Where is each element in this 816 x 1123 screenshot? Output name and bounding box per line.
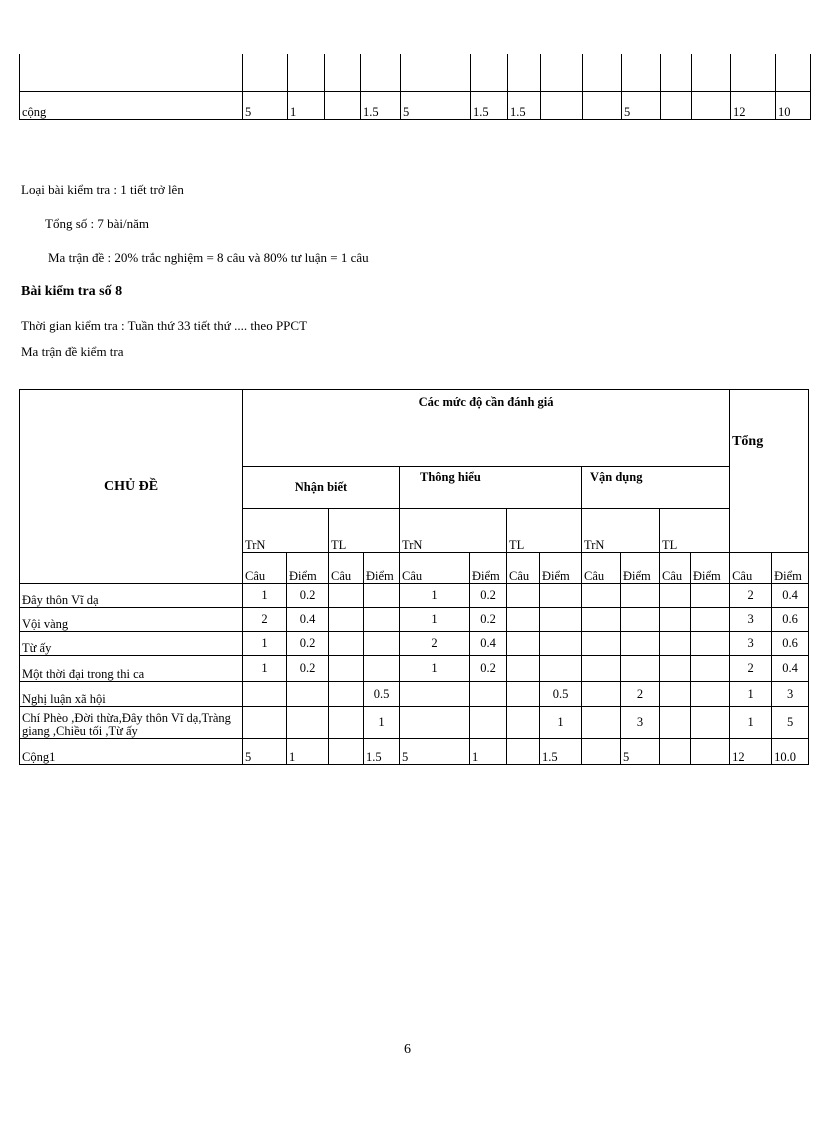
cell: 1 [540,707,582,739]
cell [621,632,660,656]
cell: 1.5 [361,92,401,120]
cell: 3 [730,632,772,656]
cell [660,608,691,632]
cell [243,707,287,739]
trn-header: TrN [582,509,660,553]
table-row [20,707,809,739]
cau-header: Câu [660,553,691,584]
diem-header: Điểm [540,553,582,584]
exam-type-line: Loại bài kiểm tra : 1 tiết trở lên [21,182,184,197]
cell: 2 [400,632,470,656]
cell [325,92,361,120]
row-label: cộng [20,92,243,120]
cell: 0.2 [287,632,329,656]
cell: 1.5 [540,739,582,765]
cell: 5 [772,707,809,739]
cell [329,632,364,656]
cell: 2 [730,656,772,682]
diem-header: Điểm [470,553,507,584]
table-row [20,656,809,682]
cell [582,739,621,765]
cell [540,656,582,682]
cell: 5 [401,92,471,120]
cell [329,584,364,608]
cell: 12 [731,92,776,120]
cell [364,584,400,608]
cell: 5 [243,739,287,765]
cell [582,608,621,632]
cell: 0.4 [772,656,809,682]
cell [660,656,691,682]
table-row [20,584,809,608]
section-heading: Bài kiểm tra số 8 [21,284,123,299]
cell [507,739,540,765]
cell: 1.5 [508,92,541,120]
cell [329,608,364,632]
cell [329,739,364,765]
cau-header: Câu [507,553,540,584]
cell: 1 [470,739,507,765]
cell [507,707,540,739]
row-label: Đây thôn Vĩ dạ [20,584,243,608]
cell [691,608,730,632]
diem-header: Điểm [287,553,329,584]
cell: 0.6 [772,608,809,632]
cau-header: Câu [243,553,287,584]
cell [329,682,364,707]
cell [243,682,287,707]
cell [692,92,731,120]
cell: 1 [243,632,287,656]
row-label: Chí Phèo ,Đời thừa,Đây thôn Vĩ dạ,Tràng giang ,Chiều tối ,Từ ấy [20,707,243,739]
cell: 2 [730,584,772,608]
cell: 0.6 [772,632,809,656]
cell [621,584,660,608]
cell [507,608,540,632]
cell: 1 [243,584,287,608]
cell: 1 [400,584,470,608]
cell: 1 [364,707,400,739]
table-row [20,632,809,656]
cell [507,656,540,682]
row-label: Một thời đại trong thi ca [20,656,243,682]
cell [660,707,691,739]
cell [364,632,400,656]
tl-header: TL [660,509,730,553]
table-row [20,608,809,632]
matrix-ratio-line: Ma trận đề : 20% trắc nghiệm = 8 câu và 80% tư luận = 1 câu [48,250,369,265]
top-total-row [20,92,811,120]
cell: 0.2 [470,608,507,632]
cell [400,707,470,739]
cell [507,682,540,707]
cell: 3 [730,608,772,632]
cell: 2 [243,608,287,632]
cell [691,707,730,739]
cell: 1.5 [364,739,400,765]
cau-header: Câu [329,553,364,584]
cell [329,656,364,682]
cell: 5 [621,739,660,765]
cell: 0.4 [287,608,329,632]
cell: 1 [288,92,325,120]
tl-header: TL [507,509,582,553]
level-recognize: Nhận biết [243,467,400,509]
cell: 3 [621,707,660,739]
row-label: Vội vàng [20,608,243,632]
trn-header: TrN [243,509,329,553]
cell [364,608,400,632]
diem-header: Điểm [691,553,730,584]
cell [660,682,691,707]
total-count-line: Tổng số : 7 bài/năm [45,216,149,231]
cell: 0.5 [364,682,400,707]
table-row [20,682,809,707]
cell [507,584,540,608]
total-header: Tổng [730,390,809,553]
trn-header: TrN [400,509,507,553]
cell: 0.2 [470,656,507,682]
cell [329,707,364,739]
cell: 0.2 [470,584,507,608]
cell [582,584,621,608]
cell: 1 [730,682,772,707]
cell [582,707,621,739]
level-understand: Thông hiểu [400,467,582,509]
cau-header: Câu [400,553,470,584]
cell: 1 [243,656,287,682]
cau-header: Câu [730,553,772,584]
cell: 0.2 [287,656,329,682]
row-label: Từ ấy [20,632,243,656]
cell [621,608,660,632]
cell [621,656,660,682]
cell: 2 [621,682,660,707]
diem-header: Điểm [621,553,660,584]
cell: 1 [400,608,470,632]
cau-header: Câu [582,553,621,584]
topic-header: CHỦ ĐỀ [20,390,243,584]
cell: 0.4 [772,584,809,608]
cell [540,608,582,632]
cell: 10.0 [772,739,809,765]
cell [583,92,622,120]
row-label: Cộng1 [20,739,243,765]
assessment-matrix-table [19,389,809,765]
cell [582,656,621,682]
cell [582,682,621,707]
cell: 5 [400,739,470,765]
cell [660,739,691,765]
cell [364,656,400,682]
cell [400,682,470,707]
cell: 5 [622,92,661,120]
cell: 0.2 [287,584,329,608]
cell [507,632,540,656]
cell [660,584,691,608]
cell [661,92,692,120]
cell: 1.5 [471,92,508,120]
cell [691,682,730,707]
matrix-title-line: Ma trận đề kiểm tra [21,344,124,359]
tl-header: TL [329,509,400,553]
cell: 12 [730,739,772,765]
cell [691,584,730,608]
cell [691,656,730,682]
cell [582,632,621,656]
cell [541,92,583,120]
total-row [20,739,809,765]
cell [287,682,329,707]
matrix-body [20,584,809,765]
cell: 0.5 [540,682,582,707]
cell: 1 [730,707,772,739]
cell: 10 [776,92,811,120]
level-apply: Vận dụng [582,467,730,509]
levels-header: Các mức độ cần đánh giá [243,390,730,467]
cell [660,632,691,656]
diem-header: Điểm [772,553,809,584]
exam-time-line: Thời gian kiểm tra : Tuần thứ 33 tiết thứ .... theo PPCT [21,318,308,333]
cell [540,632,582,656]
cell [470,682,507,707]
page-number: 6 [404,1042,411,1057]
cell [540,584,582,608]
cell: 1 [400,656,470,682]
cell [470,707,507,739]
row-label: Nghị luận xã hội [20,682,243,707]
cell [691,632,730,656]
cell: 1 [287,739,329,765]
top-summary-table [19,54,811,120]
cell: 3 [772,682,809,707]
cell: 0.4 [470,632,507,656]
cell [691,739,730,765]
cell: 5 [243,92,288,120]
diem-header: Điểm [364,553,400,584]
cell [287,707,329,739]
